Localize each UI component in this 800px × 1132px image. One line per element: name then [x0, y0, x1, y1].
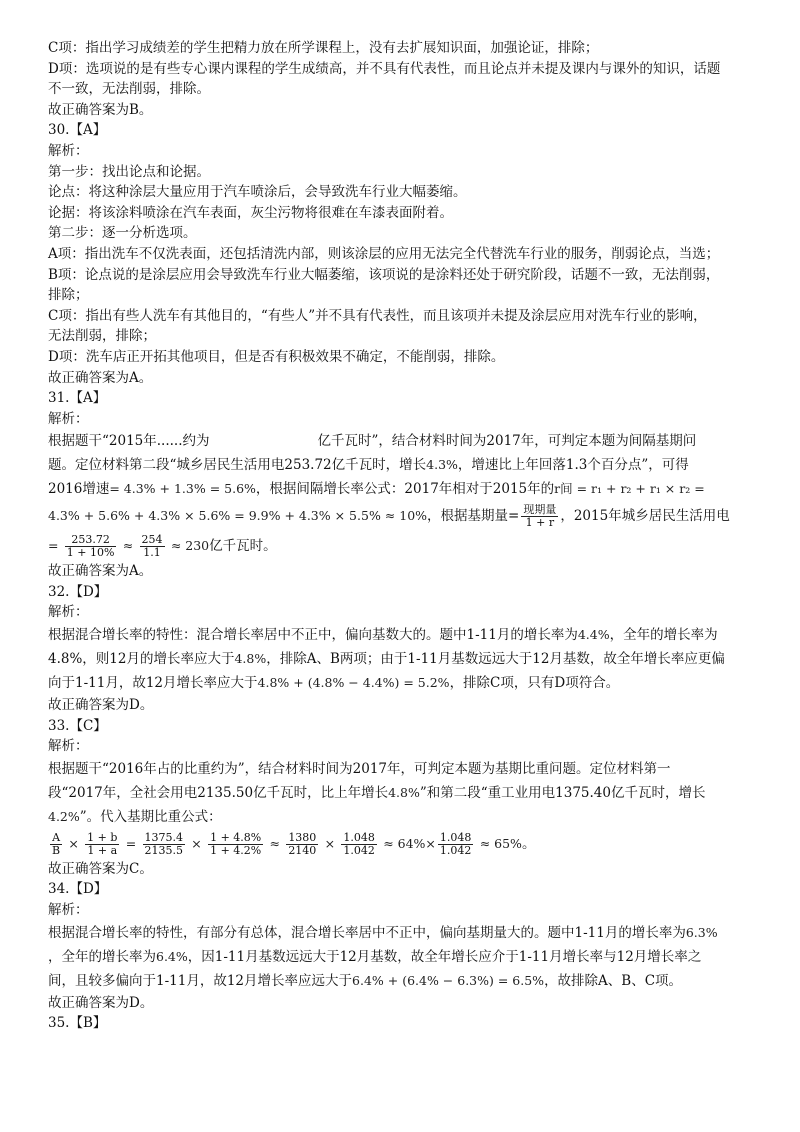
- text-line: [48, 671, 760, 695]
- text-span: ，根据基期量=: [427, 508, 520, 525]
- text-line: [48, 453, 760, 477]
- formula: 4.8% + (4.8% − 4.4%) = 5.2%: [257, 675, 450, 691]
- denominator: 1 + 4.2%: [210, 843, 262, 857]
- denominator: B: [52, 843, 61, 857]
- text-span: 根据题干“2015年......约为: [48, 433, 210, 450]
- text-span: 亿千瓦时”，结合材料时间为2017年，可判定本题为间隔基期问: [317, 433, 697, 450]
- text-span: 根据混合增长率的特性：混合增长率居中不正中，偏向基数大的。题中1-11月的增长率为: [48, 627, 578, 644]
- formula: 4.4%: [577, 627, 610, 643]
- text-span: 。: [521, 835, 536, 852]
- formula: 6.3%: [685, 924, 718, 940]
- numerator: 253.72: [65, 534, 117, 547]
- text-span: ，排除A、B两项；由于1-11月基数远远大于12月基数，故全年增长率应更偏: [266, 651, 725, 668]
- text-line: 排除；: [48, 287, 89, 304]
- text-line: 不一致，无法削弱，排除。: [48, 81, 210, 98]
- question-number: 30.【A】: [48, 122, 107, 139]
- text-line: 解析：: [48, 142, 89, 159]
- fraction: [438, 832, 474, 857]
- fraction: [208, 832, 263, 857]
- text-span: 间，且较多偏向于1-11月，故12月增长率应远大于: [48, 972, 353, 989]
- formula: ≈: [122, 538, 134, 554]
- formula: 6.4% + (6.4% − 6.3%) = 6.5%: [352, 972, 545, 988]
- denominator: 1 + a: [87, 843, 118, 857]
- text-line: 论点：将这种涂层大量应用于汽车喷涂后，会导致洗车行业大幅萎缩。: [48, 184, 467, 201]
- text-line: 第一步：找出论点和论据。: [48, 163, 210, 180]
- text-line: A项：指出洗车不仅洗表面，还包括清洗内部，则该涂层的应用无法完全代替洗车行业的服务，削弱论点，当选；: [48, 245, 720, 262]
- text-line: [48, 969, 760, 993]
- numerator: 现期量: [523, 503, 557, 517]
- text-span: 2016增速: [48, 481, 110, 498]
- text-line: 故正确答案为B。: [48, 101, 153, 118]
- formula-line: [48, 829, 760, 859]
- text-span: ，2015年城乡居民生活用电: [560, 508, 730, 525]
- text-line: 第二步：逐一分析选项。: [48, 225, 197, 242]
- numerator: 1.048: [439, 830, 472, 844]
- question-number: 32.【D】: [48, 583, 108, 600]
- text-line: B项：论点说的是涂层应用会导致洗车行业大幅萎缩，该项说的是涂料还处于研究阶段，话题不一致，无法削弱，: [48, 266, 720, 283]
- text-line: [48, 781, 760, 805]
- formula: =: [125, 835, 137, 851]
- text-span: 向于1-11月，故12月增长率应大于: [48, 675, 258, 692]
- denominator: 2135.5: [144, 843, 183, 857]
- formula: 6.4%: [156, 948, 188, 964]
- denominator: 1.042: [343, 843, 375, 857]
- fraction: [341, 832, 377, 857]
- formula: 4.3%: [426, 457, 458, 473]
- text-line: 解析：: [48, 410, 89, 427]
- text-line: 无法削弱，排除；: [48, 328, 156, 345]
- text-line: [48, 945, 760, 969]
- formula: ≈ 64%×: [383, 835, 436, 851]
- text-line: C项：指出学习成绩差的学生把精力放在所学课程上，没有去扩展知识面，加强论证，排除；: [48, 40, 599, 56]
- formula: ≈ 230: [170, 538, 210, 554]
- fraction: [85, 832, 119, 857]
- fraction: [50, 832, 62, 857]
- text-line: [48, 647, 760, 671]
- answer-explanation-page: [48, 38, 760, 1034]
- text-span: ，因1-11月基数远远大于12月基数，故全年增长应介于1-11月增长率与12月增长率之: [187, 948, 702, 965]
- formula: 4.8%: [388, 784, 420, 800]
- formula: ≈: [269, 835, 281, 851]
- numerator: 1380: [288, 830, 317, 844]
- fraction: [65, 534, 117, 559]
- text-line: 解析：: [48, 738, 89, 755]
- text-line: [48, 921, 760, 945]
- numerator: 1375.4: [144, 830, 183, 844]
- text-line: 解析：: [48, 604, 89, 621]
- text-line: D项：洗车店正开拓其他项目，但是否有积极效果不确定，不能削弱，排除。: [48, 348, 505, 365]
- denominator: 2140: [288, 843, 317, 857]
- text-line: 故正确答案为A。: [48, 563, 153, 580]
- text-span: ，全年的增长率为: [48, 948, 156, 965]
- formula: 4.8%: [234, 651, 267, 667]
- text-line: [48, 501, 760, 531]
- text-span: ，全年的增长率为: [609, 627, 718, 644]
- formula: r间 = r₁ + r₂ + r₁ × r₂ =: [554, 481, 705, 497]
- formula: 4.3% + 5.6% + 4.3% × 5.6% = 9.9% + 4.3% × 5.5% ≈ 10%: [48, 508, 428, 524]
- denominator: 1 + 10%: [66, 546, 115, 560]
- fraction: [140, 534, 165, 559]
- text-span: 题。定位材料第二段“城乡居民生活用电253.72亿千瓦时，增长: [48, 457, 427, 474]
- text-line: 根据题干“2016年占的比重约为”，结合材料时间为2017年，可判定本题为基期比重问题。定位材料第一: [48, 760, 671, 777]
- formula: ×: [68, 835, 79, 851]
- numerator: 1 + b: [87, 830, 118, 844]
- fraction: [521, 504, 558, 529]
- text-line: D项：选项说的是有些专心课内课程的学生成绩高，并不具有代表性，而且论点并未提及课内与课外的知识，话题: [48, 60, 721, 77]
- text-span: ，故排除A、B、C项。: [544, 972, 683, 989]
- formula: ×: [191, 835, 202, 851]
- formula: = 4.3% + 1.3% = 5.6%: [109, 481, 256, 497]
- text-line: 故正确答案为A。: [48, 369, 153, 386]
- text-span: ”和第二段“重工业用电1375.40亿千瓦时，增长: [419, 784, 706, 801]
- numerator: 1 + 4.8%: [210, 830, 262, 844]
- denominator: 1.1: [143, 546, 161, 560]
- text-line: 故正确答案为D。: [48, 697, 154, 714]
- question-number: 34.【D】: [48, 881, 108, 898]
- text-span: 4.8%，则12月的增长率应大于: [48, 651, 235, 668]
- text-line: [48, 477, 760, 501]
- text-line: [48, 531, 760, 561]
- formula: =: [48, 538, 59, 554]
- formula: ×: [324, 835, 336, 851]
- text-line: 故正确答案为C。: [48, 860, 153, 877]
- text-line: 论据：将该涂料喷涂在汽车表面，灰尘污物将很难在车漆表面附着。: [48, 204, 453, 221]
- text-span: 根据混合增长率的特性，有部分有总体，混合增长率居中不正中，偏向基期量大的。题中1-11月的增长率为: [48, 924, 686, 941]
- text-line: [48, 805, 760, 829]
- text-span: ，增速比上年回落1.3个百分点”，可得: [457, 457, 689, 474]
- text-span: ，根据间隔增长率公式：2017年相对于2015年的: [255, 481, 555, 498]
- denominator: 1 + r: [525, 516, 555, 530]
- fraction: [143, 832, 186, 857]
- numerator: 254: [141, 533, 163, 547]
- question-number: 33.【C】: [48, 717, 107, 734]
- text-line: [48, 429, 760, 453]
- fraction: [286, 832, 318, 857]
- text-span: ”。代入基期比重公式：: [79, 808, 222, 825]
- text-span: 段“2017年，全社会用电2135.50亿千瓦时，比上年增长: [48, 784, 389, 801]
- text-span: 亿千瓦时。: [209, 538, 277, 555]
- question-number: 35.【B】: [48, 1015, 107, 1032]
- denominator: 1.042: [439, 843, 472, 857]
- question-number: 31.【A】: [48, 390, 107, 407]
- text-line: [48, 623, 760, 647]
- formula: ≈ 65%: [479, 835, 522, 851]
- text-line: 故正确答案为D。: [48, 994, 154, 1011]
- numerator: A: [50, 832, 62, 845]
- text-span: ，排除C项，只有D项符合。: [449, 675, 620, 692]
- formula: 4.2%: [48, 808, 80, 824]
- numerator: 1.048: [343, 830, 375, 844]
- text-line: C项：指出有些人洗车有其他目的，“有些人”并不具有代表性，而且该项并未提及涂层应用对洗车行业的影响，: [48, 307, 707, 324]
- text-line: 解析：: [48, 902, 89, 919]
